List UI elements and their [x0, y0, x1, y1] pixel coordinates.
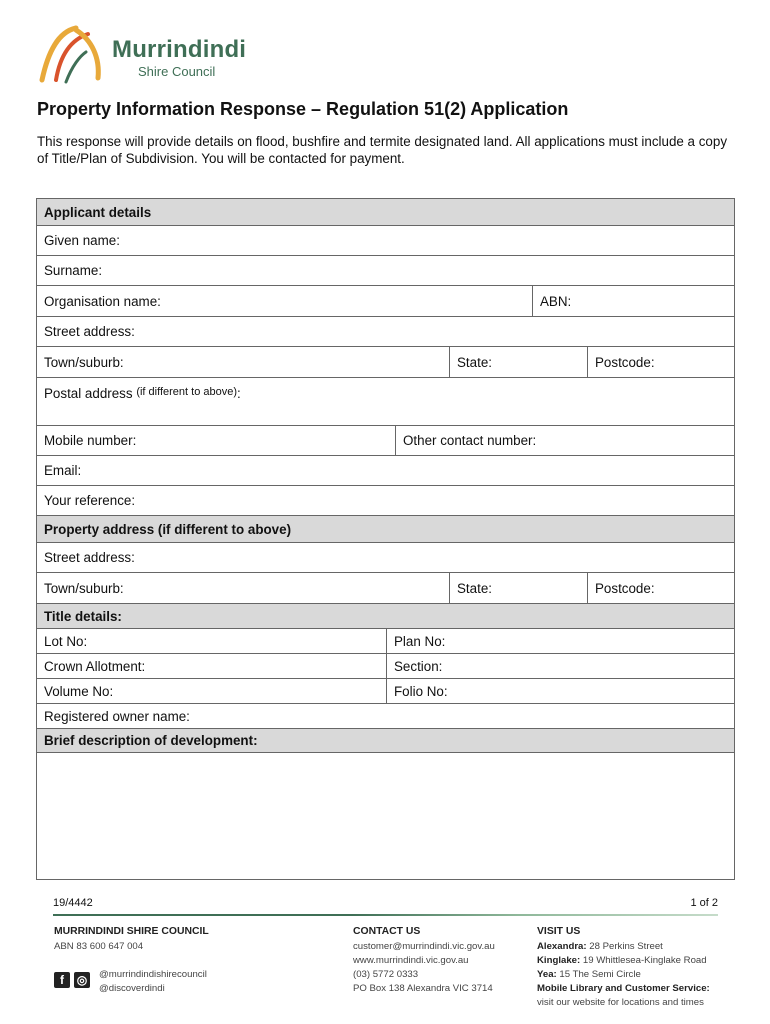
property-street-row[interactable] [37, 543, 734, 573]
email-row[interactable] [37, 456, 734, 486]
property-state-field[interactable]: State: [449, 573, 587, 603]
contact-email[interactable]: customer@murrindindi.vic.gov.au [353, 941, 495, 952]
brief-description-header [37, 729, 734, 753]
contact-heading: CONTACT US [353, 926, 421, 937]
mobile-field[interactable]: Mobile number: [44, 433, 137, 448]
council-name: MURRINDINDI SHIRE COUNCIL [54, 926, 209, 937]
lot-row [37, 629, 734, 654]
yea-address: 15 The Semi Circle [556, 969, 641, 980]
folio-field[interactable]: Folio No: [386, 679, 734, 703]
contact-row [37, 426, 734, 456]
council-abn: ABN 83 600 647 004 [54, 941, 144, 952]
given-name-row[interactable] [37, 226, 734, 256]
kinglake-address: 19 Whittlesea-Kinglake Road [580, 955, 707, 966]
volume-field[interactable]: Volume No: [44, 683, 114, 699]
property-street-label: Street address: [44, 550, 135, 565]
other-contact-field[interactable]: Other contact number: [395, 426, 734, 455]
postal-colon: : [237, 386, 241, 401]
form-code: 19/4442 [53, 897, 93, 909]
contact-website[interactable]: www.murrindindi.vic.gov.au [353, 955, 469, 966]
given-name-label: Given name: [44, 233, 120, 248]
visit-kinglake [537, 954, 710, 968]
yea-label: Yea: [537, 969, 557, 980]
mobile-library-label [537, 982, 710, 996]
mobile-library-text: visit our website for locations and times [537, 997, 704, 1008]
section-heading: Property address (if different to above) [44, 521, 292, 537]
volume-row [37, 679, 734, 704]
mobile-library-heading: Mobile Library and Customer Service: [537, 983, 710, 994]
alexandra-label: Alexandra: [537, 941, 587, 952]
plan-field[interactable]: Plan No: [386, 629, 734, 653]
reference-row[interactable] [37, 486, 734, 516]
visit-us [537, 925, 710, 1010]
crown-row [37, 654, 734, 679]
property-address-header [37, 516, 734, 543]
title-details-header [37, 604, 734, 629]
postal-label: Postal address [44, 386, 133, 401]
footer-divider [53, 914, 718, 916]
facebook-icon[interactable]: f [54, 972, 70, 988]
logo-subtitle: Shire Council [138, 64, 216, 79]
town-row [37, 347, 734, 378]
property-postcode-field[interactable]: Postcode: [587, 573, 734, 603]
street-address-label: Street address: [44, 324, 135, 339]
postal-address-label [37, 378, 734, 425]
reference-label: Your reference: [44, 493, 136, 508]
owner-row[interactable] [37, 704, 734, 729]
social-handle-council[interactable]: @murrindindishirecouncil [99, 969, 207, 980]
postal-note: (if different to above) [136, 386, 237, 398]
council-logo [36, 22, 266, 86]
postcode-field[interactable]: Postcode: [587, 347, 734, 377]
alexandra-address: 28 Perkins Street [586, 941, 663, 952]
social-handles [99, 968, 207, 996]
organisation-row [37, 286, 734, 317]
council-info [54, 925, 209, 954]
section-field[interactable]: Section: [386, 654, 734, 678]
property-town-row [37, 573, 734, 604]
email-label: Email: [44, 463, 82, 478]
section-heading: Applicant details [44, 204, 152, 220]
section-heading: Title details: [44, 608, 122, 624]
organisation-field[interactable]: Organisation name: [44, 293, 161, 309]
contact-po-box: PO Box 138 Alexandra VIC 3714 [353, 983, 493, 994]
contact-phone: (03) 5772 0333 [353, 969, 419, 980]
surname-label: Surname: [44, 263, 103, 278]
applicant-details-header [37, 199, 734, 226]
street-address-row[interactable] [37, 317, 734, 347]
contact-us [353, 925, 495, 996]
visit-alexandra [537, 940, 710, 954]
intro-text: This response will provide details on flood, bushfire and termite designated land. All applications must include a copy of Title/Plan of Subdivision. You will be contacted for payment. [37, 134, 728, 166]
visit-yea [537, 968, 710, 982]
town-field[interactable]: Town/suburb: [44, 354, 124, 370]
property-town-field[interactable]: Town/suburb: [44, 580, 124, 596]
instagram-icon[interactable]: ◎ [74, 972, 90, 988]
logo-name: Murrindindi [112, 36, 247, 63]
social-icons [54, 972, 90, 988]
section-heading: Brief description of development: [44, 733, 258, 748]
lot-field[interactable]: Lot No: [44, 633, 88, 649]
application-form [36, 198, 735, 880]
abn-field[interactable]: ABN: [532, 286, 734, 316]
brief-description-area[interactable] [37, 753, 734, 879]
kinglake-label: Kinglake: [537, 955, 581, 966]
state-field[interactable]: State: [449, 347, 587, 377]
social-handle-discover[interactable]: @discoverdindi [99, 983, 165, 994]
surname-row[interactable] [37, 256, 734, 286]
page-number: 1 of 2 [690, 897, 718, 909]
crown-allotment-field[interactable]: Crown Allotment: [44, 658, 146, 674]
postal-address-row[interactable] [37, 378, 734, 426]
visit-heading: VISIT US [537, 926, 581, 937]
owner-label: Registered owner name: [44, 708, 190, 724]
page-title: Property Information Response – Regulation 51(2) Application [37, 99, 569, 119]
logo-mark-icon [36, 22, 112, 86]
